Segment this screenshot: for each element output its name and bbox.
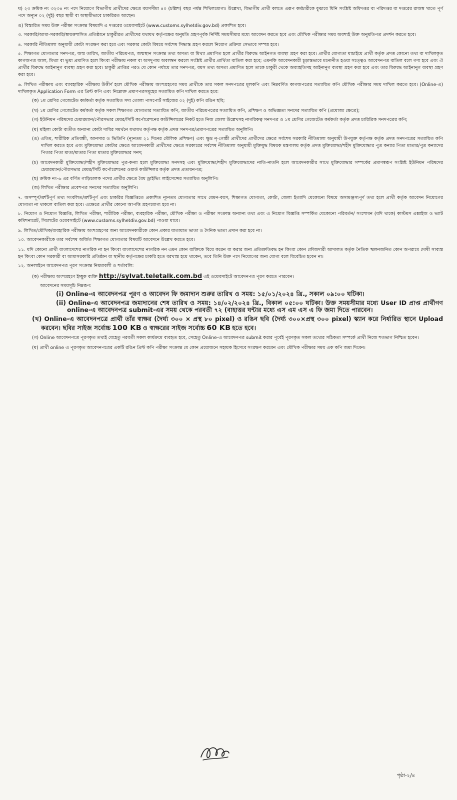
para-11-eligibility: ১১. যদি কোনো প্রার্থী বাংলাদেশের নাগরিক না হন কিংবা বাংলাদেশের নাগরিক নন এমন কোন ব্যক্তিকে বিয়ে করেন বা করার জন্য প্রতিশ্রুতিবদ্ধ হন কিংবা কোন ফৌজদারী আদালত কর্তৃক নৈতিক স্খলনজনিত কোন অপরাধে দোষী সাব্যস্ত হন কিংবা কোন সরকারী বা আধাসরকারি প্রতিষ্ঠান বা স্থানীয় কর্তৃপক্ষের চাকরি হতে বরখাস্ত হয়ে থাকেন, তবে তিনি উক্ত পদে নিয়োগের জন্য যোগ্য বলে বিবেচিত হবেন না। [18,247,443,260]
upload-text-e: হতে হবে। [232,325,257,333]
page-number: পৃষ্ঠা-২/৪ [396,773,415,779]
list-item: (চ) আবেদনকারী মুক্তিযোদ্ধা/শহীদ মুক্তিযোদ্ধার পুত্র-কন্যা হলে মুক্তিযোদ্ধা সনদসহ এবং মুক্তিযোদ্ধা/শহীদ মুক্তিযোদ্ধাদের নাতি-নাতনি হলে আবেদনকারীর সাথে মুক্তিযোদ্ধার সম্পর্কের প্রমাণস্বরূপ সংশ্লিষ্ট ইউনিয়ন পরিষদের চেয়ারম্যান/পৌরসভার মেয়র/সিটি কর্পোরেশনের ওয়ার্ড কাউন্সিলর কর্তৃক প্রদত্ত প্রত্যয়নপত্র; [32,160,443,173]
list-item: (ছ) ক্রমিক নং-৬ এর বর্ণিত গাড়িচালক পদের প্রার্থীর ক্ষেত্রে বৈধ ড্রাইভিং লাইসেন্সের সত্যায়িত অনুলিপি। [32,177,219,182]
para-12-online-rules: ১২. অনলাইনে আবেদনপত্র পূরণ সংক্রান্ত নিয়মাবলী ও শর্তাবলি: [18,264,134,270]
schedule-start: (i) Online-এ আবেদনপত্র পূরণ ও আবেদন ফি জমাদান শুরুর তারিখ ও সময়: ১৫/০১/২০২৪ খ্রি., সকাল ০৯:০০ ঘটিকা। [56,291,365,299]
photo-size-limit: 100 KB [112,323,142,333]
para-8-updates: ৮. নিয়োগ ও নিয়োগ বিজ্ঞপ্তি, লিখিত পরীক্ষা, শারীরিক পরীক্ষা, ব্যবহারিক পরীক্ষা, মৌখিক পরীক্ষা ও পরীক্ষা সংক্রান্ত অন্যান্য তথ্য এবং এ নিয়োগ বিজ্ঞপ্তি সম্পর্কিত যেকোনো পরিবর্তন/ সংশোধন (যদি থাকে) কাস্টমস এক্সাইজ ও ভ্যাট কমিশনারেট, সিলেটের ওয়েবসাইটে (www.customs.sylhetdiv.gov.bd) পাওয়া যাবে। [18,212,443,225]
para-10-qualification: ১০. আবেদনকারীকে তার সর্বশেষ অর্জিত শিক্ষাগত যোগ্যতার বিষয়টি আবেদনে উল্লেখ করতে হবে। [18,238,195,244]
schedule-end: (ii) Online-এ আবেদনপত্র জমাদানের শেষ তারিখ ও সময়: ১৪/০২/২০২৪ খ্রি., বিকাল ০৫:০০ ঘটিকা। উক্ত সময়সীমার মধ্যে User ID প্রাপ্ত প্রার্থীগণ online-এ আবেদনপত্র submit-এর সময় থেকে পরবর্তী ৭২ (বাহাত্তর ঘন্টার মধ্যে এস এম এস এ ফি জমা দিতে পারবেন। [56,300,443,315]
list-item: (ঘ) মহিলা কোটা ব্যতীত অন্যান্য কোটা দাবির সমর্থনে যথাযথ কর্তৃপক্ষ কর্তৃক প্রদত্ত সনদপত্র/প্রমাণপত্রের সত্যায়িত অনুলিপি। [32,127,254,133]
application-site-link[interactable]: http://sylvat.teletalk.com.bd [98,271,203,280]
para-6-documents: ৬. লিখিত পরীক্ষায় এবং ব্যাবহারিক পরীক্ষায় উত্তীর্ণ হলে মৌখিক পরীক্ষায় অংশগ্রহণের সময় প্রার্থীকে তার সকল সনদপত্রের মূলকপি এবং নিম্নবর্ণিত কাগজপত্রের সত্যায়িত কপি মৌখিক পরীক্ষার সময় দাখিল করতে হবে। (Online-এ) দাখিলকৃত Application Form এর প্রিন্ট কপি এবং নিম্নোক্ত প্রমাণপত্রসমূহের সত্যায়িত কপি দাখিল করতে হবে: [18,82,443,95]
documents-list [18,98,443,192]
upload-text-a: (খ) Online-এ আবেদনপত্রে প্রার্থী তাঁর স্বাক্ষর (দৈর্ঘ্য ৩০০ × প্রস্থ ৮০ pixel) ও রঙিন ছবি (দৈর্ঘ্য ৩০০×প্রস্থ ৩০০ pixel) স্ক্যান করে নির্ধারিত স্থানে Upload করবেন। ছবির সাইজ সর্বোচ্চ [32,315,443,333]
online-apply-item [32,273,443,281]
apply-suffix: এই ওয়েবসাইটে আবেদনপত্র পূরণ করতে পারবেন। [203,274,295,280]
para-7-incomplete-info: ৭. অসম্পূর্ণ/ত্রুটিপূর্ণ তথ্য সংবলিত/ত্রুটিপূর্ণ এবং চাকরির বিজ্ঞপ্তিতে প্রকাশিত ন্যূনতম যোগ্যতার সাথে যেমন-বয়স, শিক্ষাগত যোগ্যতা, কোটা, জেলা ইত্যাদি যেকোনো বিষয়ে অসামঞ্জস্যপূর্ণ তথ্য হলে প্রার্থী কর্তৃক আবেদন নিয়োগের যোগ্যতা না থাকলে বাতিল করা হবে। এক্ষেত্রে প্রার্থীর কোনো আপত্তি গ্রহণযোগ্য হবে না। [18,195,443,208]
signature-scribble-icon [198,742,232,764]
para-9-no-allowance: ৯. লিখিত/মৌখিক/ব্যবহারিক পরীক্ষায় অংশগ্রহণের জন্য আবেদনকারীকে কোন প্রকার যাতায়াত ভাতা ও দৈনিক ভাতা প্রদান করা হবে না। [18,228,262,234]
para-3-employed-applicants: ৩. সরকারি/আধা-সরকারি/স্বায়ত্তশাসিত প্রতিষ্ঠানে চাকুরীরত প্রার্থীদের যথাযথ কর্তৃপক্ষের অনুমতি গ্রহণপূর্বক নির্দিষ্ট সময়সীমার মধ্যে আবেদন করতে হবে এবং মৌখিক পরীক্ষার সময় অবশ্যই উক্ত অনুমতিপত্র প্রদর্শন করতে হবে। [18,33,417,39]
list-item: (খ) ১ম শ্রেণির গেজেটেড কর্মকর্তা কর্তৃক সকল শিক্ষাগত যোগ্যতার সত্যায়িত কপি, জাতীয় পরিচয়পত্রের সত্যায়িত কপি, প্রশিক্ষণ ও অভিজ্ঞতা সনদের সত্যায়িত কপি (প্রযোজ্য ক্ষেত্রে); [32,108,360,114]
para-5-false-information: ৫. শিক্ষাগত যোগ্যতার সনদপত্র, জন্ম তারিখ, জাতীয় পরিচয়পত্র, জন্মস্থান সংক্রান্ত তথ্য অসত্য বা মিথ্যা প্রমাণিত হলে প্রার্থীর বিরুদ্ধে আইনগত ব্যবস্থা গ্রহণ করা হবে। প্রার্থীর যোগ্যতা যাচাইয়ে প্রার্থী কর্তৃক প্রদত্ত কোনো তথ্য বা দাখিলকৃত কাগজপত্র জাল, মিথ্যা বা ভুয়া প্রমাণিত হলে কিংবা পরীক্ষায় নকল বা অসদুপায় অবলম্বন করলে সংশ্লিষ্ট প্রার্থীর প্রার্থিতা বাতিল করা হবে; এমনকি আবেদনকারী চূড়ান্তভাবে মনোনীত হওয়া সত্ত্বেও আবেদনপত্র বাতিল বলে গণ্য হবে এবং ঐ প্রার্থীর বিরুদ্ধে আইনানুগ ব্যবস্থা গ্রহণ করা হবে। চাকুরী প্রাপ্তির পরও যে কোন পর্যায়ে তার সনদপত্র, বয়স তথ্য অসত্য প্রমাণিত হলে তাকে চাকুরী থেকে অব্যাহতিসহ আইনানুগ ব্যবস্থা গ্রহণ করা হবে এবং তার বিরুদ্ধে আইনানুগ ব্যবস্থা গ্রহণ করা হবে। [18,52,443,79]
list-item: (গ) ইউনিয়ন পরিষদের চেয়ারম্যান/পৌরসভার মেয়র/সিটি কর্পোরেশনের কাউন্সিলরের নিকট হতে নিজ জেলা উল্লেখসহ নাগরিকত্ব সনদপত্র ও ১ম শ্রেণির গেজেটেড কর্মকর্তা কর্তৃক প্রদত্ত চারিত্রিক সনদপত্রের কপি; [32,118,408,124]
para-4-quota: ৪. সরকারি নীতিমালা অনুযায়ী কোটা সংরক্ষণ করা হবে এবং সরকার কোটা বিষয়ে সর্বশেষ সিদ্ধান্ত গ্রহণ করলে নিয়োগ প্রক্রিয়া সেভাবে সম্পন্ন হবে। [18,42,279,48]
para-gha-website: ঙ) বিস্তারিত সময় উক্ত পরীক্ষা সংক্রান্ত বিষয়াদি এ দপ্তরের ওয়েবসাইটে (www.customs.sylhetdiv.gov.bd) প্রকাশিত হবে। [18,23,247,29]
list-item: (ঙ) এতিম, শারীরিক প্রতিবন্ধী, আনসার ও ভিডিপি (ন্যূনতম ২১ দিনের মৌলিক প্রশিক্ষণ) এবং ক্ষুদ্র নৃ-গোষ্ঠী প্রার্থীদের প্রার্থীদের ক্ষেত্রে সর্বশেষ সরকারি নীতিমালা অনুযায়ী উপযুক্ত কর্তৃপক্ষ কর্তৃক প্রদত্ত সনদপত্রের সত্যায়িত কপি দাখিল করতে হবে এবং মুক্তিযোদ্ধা কোটার ক্ষেত্রে আবেদনকারী প্রার্থীদের ক্ষেত্রে সরকারের সর্বশেষ নীতিমালা অনুযায়ী মুক্তিযুদ্ধ বিষয়ক মন্ত্রণালয় কর্তৃক প্রদত্ত মুক্তিযোদ্ধা/শহীদ মুক্তিযোদ্ধার পুত্র কন্যার পিতা মাতার/পুত্র কন্যাদের পিতার পিতা মাতা/মাতার পিতা মাতার মুক্তিযোদ্ধার সনদ; [32,136,443,157]
upload-requirements [32,316,443,333]
upload-text-c: ও স্বাক্ষরের সাইজ সর্বোচ্চ [142,325,206,333]
verify-info-item: (গ) Online আবেদনপত্রে পূরণকৃত তথ্যই যেহেতু পরবর্তী সকল কার্যক্রমে ব্যবহৃত হবে, সেহেতু Online-এ আবেদনপত্র submit করার পূর্বেই পূরণকৃত সকল তথ্যের সঠিকতা সম্পর্কে প্রার্থী নিজে শতভাগ নিশ্চিত হবেন। [32,336,419,342]
schedule-label: আবেদনের সময়সূচি নিম্নরূপ: [40,284,92,290]
para-ga-age-relaxation: ঘ) ২৩ ক্রমিক নং ৩২৩৪ নং পদে নিয়োগে বিভাগীয় প্রার্থীদের ক্ষেত্রে বয়সসীমা ৪০ (চল্লিশ) বছর পর্যন্ত শিথিলযোগ্য। উল্লেখ্য, বিভাগীয় প্রার্থী বলতে এরূপ কর্মচারীকে বুঝাবে যিনি সংশ্লিষ্ট অধিদপ্তর বা পরিদপ্তর বা দপ্তরের রাজস্ব খাতে পূর্ণ পদে অন্যূন ০২ (দুই) বছর স্থায়ী বা অস্থায়ীভাবে চাকরিরত আছেন। [18,7,443,20]
signature-size-limit: 60 KB [206,323,231,333]
print-copy-item: (ঘ) প্রার্থী online এ পূরণকৃত আবেদনপত্রের একটি রঙিন প্রিন্ট কপি পরীক্ষা সংক্রান্ত যে কোন প্রয়োজনে সহায়ক হিসেবে সংরক্ষণ করবেন এবং মৌখিক পরীক্ষার সময় এক কপি জমা দিবেন। [32,345,366,351]
list-item: (ক) ১ম শ্রেণির গেজেটেড কর্মকর্তা কর্তৃক সত্যায়িত সদ্য তোলা পাসপোর্ট সাইজের ০২ (দুই) কপি রঙিন ছবি; [32,99,225,105]
list-item: (জ) লিখিত পরীক্ষার প্রবেশপত্র সনদের সত্যায়িত অনুলিপি। [32,186,139,192]
apply-prefix: (ক) পরীক্ষায় অংশগ্রহণে ইচ্ছুক ব্যক্তি [32,274,98,280]
